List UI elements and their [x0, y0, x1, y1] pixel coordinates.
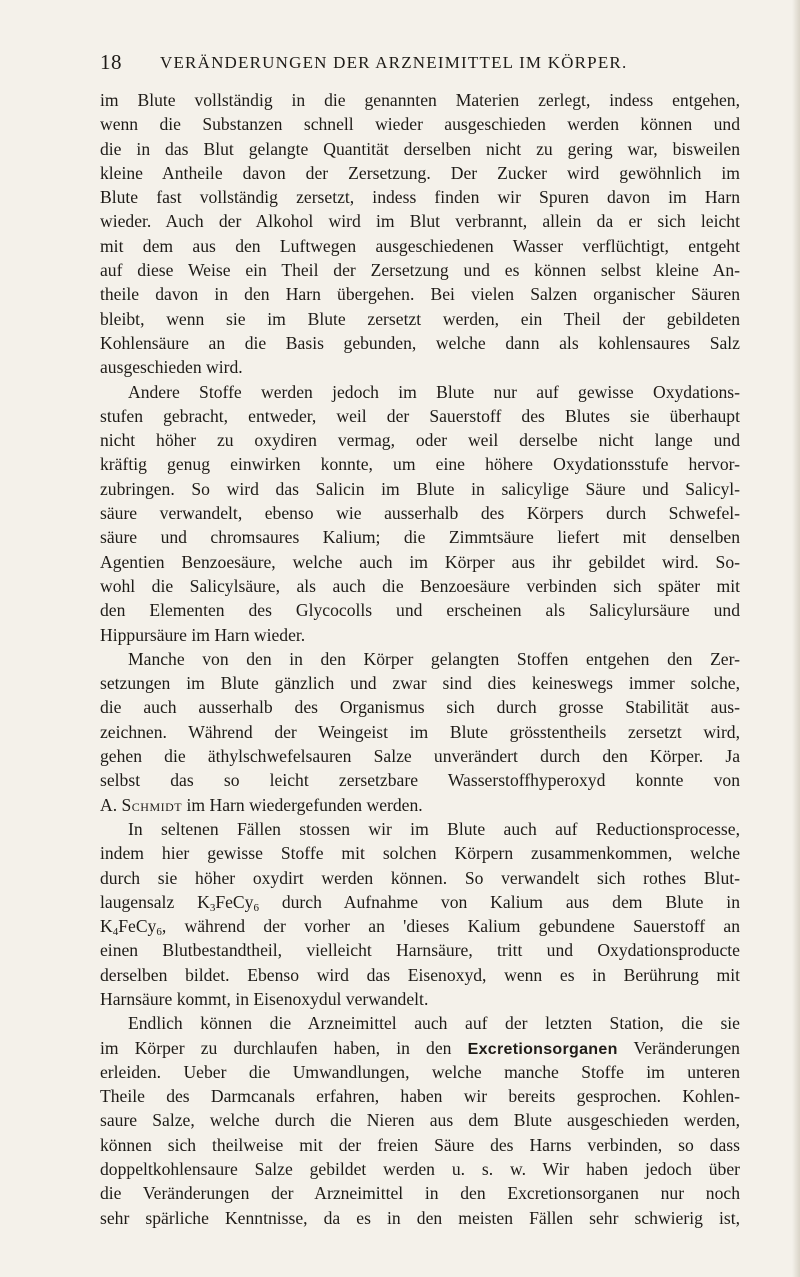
text-line: bleibt, wenn sie im Blute zersetzt werden, ein Theil der gebildeten: [100, 308, 740, 329]
text-line: mit dem aus den Luftwegen ausgeschiedenen Wasser verflüchtigt, entgeht: [100, 235, 740, 256]
text-line: die in das Blut gelangte Quantität derselben nicht zu gering war, bisweilen: [100, 138, 740, 159]
text-line: zeichnen. Während der Weingeist im Blute grösstentheils zersetzt wird,: [100, 721, 740, 742]
text-line: sehr spärliche Kenntnisse, da es in den meisten Fällen sehr schwierig ist,: [100, 1207, 740, 1228]
text-span: Veränderungen: [633, 1037, 740, 1058]
text-line: Endlich können die Arzneimittel auch auf der letzten Station, die sie: [128, 1013, 740, 1034]
formula-subscript: 3: [209, 901, 216, 914]
text-line: säure verwandelt, ebenso wie ausserhalb des Körpers durch Schwefel-: [100, 503, 740, 524]
text-line: selbst das so leicht zersetzbare Wasserstoffhyperoxyd konnte von: [100, 770, 740, 791]
paragraph-5: [100, 1011, 740, 1230]
paragraph-2: [100, 380, 740, 647]
formula-text: FeCy: [118, 916, 157, 937]
text-line: die Veränderungen der Arzneimittel in den Excretionsorganen nur noch: [100, 1183, 740, 1204]
text-line: auf diese Weise ein Theil der Zersetzung und es können selbst kleine An-: [100, 260, 740, 281]
text-line: doppeltkohlensaure Salze gebildet werden u. s. w. Wir haben jedoch über: [100, 1159, 740, 1180]
formula-line: [100, 890, 740, 914]
text-line: die auch ausserhalb des Organismus sich durch grosse Stabilität aus-: [100, 697, 740, 718]
text-line: ausgeschieden wird.: [100, 357, 243, 378]
text-line: Kohlensäure an die Basis gebunden, welche dann als kohlensaures Salz: [100, 332, 740, 353]
text-line: Manche von den in den Körper gelangten Stoffen entgehen den Zer-: [128, 648, 740, 669]
text-line: im Blute vollständig in die genannten Materien zerlegt, indess entgehen,: [100, 90, 740, 110]
text-line: theile davon in den Harn übergehen. Bei vielen Salzen organischer Säuren: [100, 284, 740, 305]
text-line: Harnsäure kommt, in Eisenoxydul verwandelt.: [100, 988, 429, 1009]
formula-text: K: [100, 916, 113, 937]
paragraph-1: [100, 88, 740, 380]
text-line: den Elementen des Glycocolls und erscheinen als Salicylursäure und: [100, 600, 740, 621]
text-line: Theile des Darmcanals erfahren, haben wir bereits gesprochen. Kohlen-: [100, 1086, 740, 1107]
formula-text: FeCy: [215, 891, 254, 912]
citation-text: im Harn wiedergefunden werden.: [186, 794, 423, 815]
author-name: Schmidt: [121, 794, 183, 815]
excretion-line: [100, 1036, 740, 1060]
text-line: wieder. Auch der Alkohol wird im Blut verbrannt, allein da er sich leicht: [100, 211, 740, 232]
text-line: gehen die äthylschwefelsauren Salze unverändert durch den Körper. Ja: [100, 746, 740, 767]
text-line: In seltenen Fällen stossen wir im Blute auch auf Reductionsprocesse,: [128, 818, 740, 839]
text-line: Agentien Benzoesäure, welche auch im Körper aus ihr gebildet wird. So-: [100, 551, 740, 572]
text-line: durch sie höher oxydirt werden können. So verwandelt sich rothes Blut-: [100, 867, 740, 888]
text-line: kleine Antheile davon der Zersetzung. Der Zucker wird gewöhnlich im: [100, 162, 740, 183]
emphasis-term: Excretionsorganen: [467, 1040, 618, 1058]
text-line: säure und chromsaures Kalium; die Zimmtsäure liefert mit denselben: [100, 527, 740, 548]
author-initial: A.: [100, 794, 118, 815]
text-line: kräftig genug einwirken konnte, um eine höhere Oxydationsstufe hervor-: [100, 454, 740, 475]
text-line: stufen gebracht, entweder, weil der Sauerstoff des Blutes sie überhaupt: [100, 405, 740, 426]
text-line: einen Blutbestandtheil, vielleicht Harnsäure, tritt und Oxydationsproducte: [100, 940, 740, 961]
text-line: Hippursäure im Harn wieder.: [100, 624, 306, 645]
running-header: [100, 50, 740, 76]
formula-subscript: 4: [112, 926, 119, 939]
text-line: wohl die Salicylsäure, als auch die Benzoesäure verbinden sich später mit: [100, 575, 740, 596]
running-title: VERÄNDERUNGEN DER ARZNEIMITTEL IM KÖRPER.: [160, 53, 628, 72]
text-line: saure Salze, welche durch die Nieren aus dem Blute ausgeschieden werden,: [100, 1110, 740, 1131]
formula-text: , während der vorher an 'dieses Kalium gebundene Sauerstoff an: [161, 916, 740, 937]
text-line: Andere Stoffe werden jedoch im Blute nur auf gewisse Oxydations-: [128, 381, 740, 402]
text-line: derselben bildet. Ebenso wird das Eisenoxyd, wenn es in Berührung mit: [100, 964, 740, 985]
formula-subscript: 6: [253, 901, 259, 914]
text-line: zubringen. So wird das Salicin im Blute in salicylige Säure und Salicyl-: [100, 478, 740, 499]
page-number: 18: [100, 50, 122, 74]
text-line: nicht höher zu oxydiren vermag, oder weil derselbe nicht lange und: [100, 430, 740, 451]
page-edge-shadow: [792, 0, 800, 1277]
text-line: setzungen im Blute gänzlich und zwar sind dies keineswegs immer solche,: [100, 673, 740, 694]
paragraph-4: [100, 817, 740, 1011]
author-citation-line: [100, 793, 740, 817]
text-line: erleiden. Ueber die Umwandlungen, welche manche Stoffe im unteren: [100, 1061, 740, 1082]
formula-subscript: 6: [156, 926, 162, 939]
formula-text: durch Aufnahme von Kalium aus dem Blute in: [258, 891, 740, 912]
paragraph-3: [100, 647, 740, 817]
text-span: im Körper zu durchlaufen haben, in den: [100, 1037, 452, 1058]
body-text: [100, 88, 740, 1230]
text-line: Blute fast vollständig zersetzt, indess finden wir Spuren davon im Harn: [100, 187, 740, 208]
formula-line: [100, 914, 740, 938]
formula-text: laugensalz K: [100, 891, 210, 912]
text-line: indem hier gewisse Stoffe mit solchen Körpern zusammenkommen, welche: [100, 843, 740, 864]
text-line: können sich theilweise mit der freien Säure des Harns verbinden, so dass: [100, 1134, 740, 1155]
text-line: wenn die Substanzen schnell wieder ausgeschieden werden können und: [100, 114, 740, 135]
